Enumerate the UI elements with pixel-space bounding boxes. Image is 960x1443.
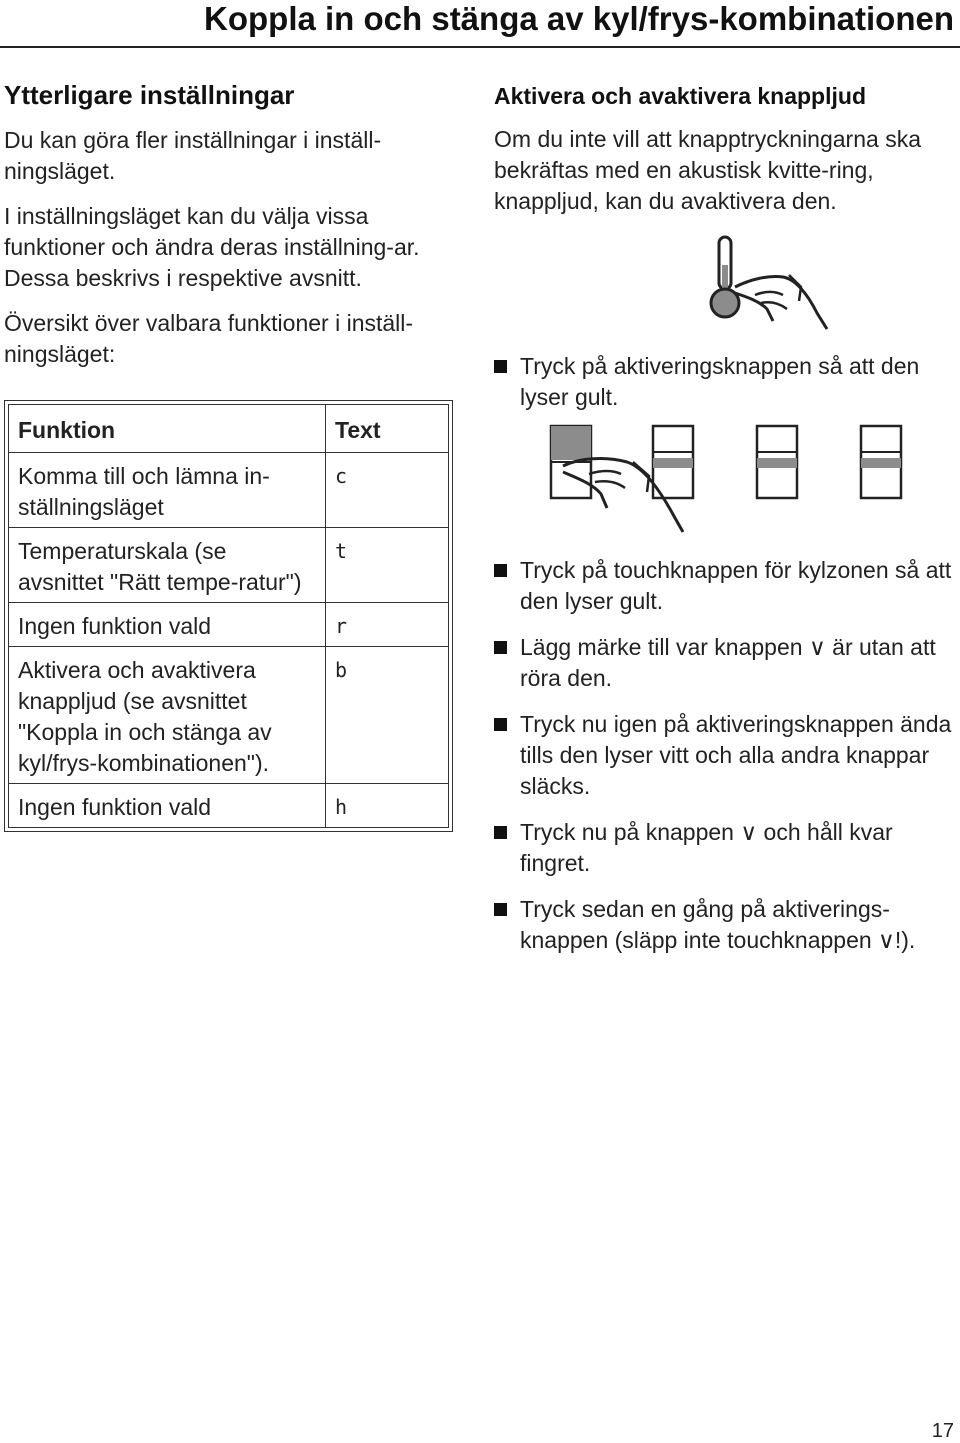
touch-display-finger-icon — [549, 422, 949, 537]
step-text: Tryck på aktiveringsknappen så att den lyser gult. — [520, 353, 920, 410]
header-divider — [0, 46, 960, 48]
table-row — [9, 603, 449, 647]
step-text: Tryck nu igen på aktiveringsknappen ända tills den lyser vitt och alla andra knappar släcks. — [520, 711, 952, 799]
display-code-cell: t — [326, 528, 449, 603]
bullet-icon — [494, 718, 507, 731]
function-cell: Ingen funktion vald — [9, 603, 326, 647]
table-row — [9, 784, 449, 828]
paragraph-2: I inställningsläget kan du välja vissa funktioner och ändra deras inställning-ar. Dessa beskrivs i respektive avsnitt. — [4, 203, 420, 291]
bullet-icon — [494, 564, 507, 577]
section-heading-key-sound: Aktivera och avaktivera knappljud — [494, 83, 866, 109]
function-cell: Temperaturskala (se avsnittet "Rätt tempe-ratur") — [9, 528, 326, 603]
function-cell: Komma till och lämna in-ställningsläget — [9, 453, 326, 528]
right-column — [494, 80, 960, 971]
bullet-icon — [494, 826, 507, 839]
page-title: Koppla in och stänga av kyl/frys-kombinationen — [204, 0, 954, 37]
list-item — [494, 351, 960, 413]
display-code-cell: r — [326, 603, 449, 647]
function-cell: Aktivera och avaktivera knappljud (se avsnittet "Koppla in och stänga av kyl/frys-kombinationen"). — [9, 647, 326, 784]
list-item — [494, 555, 960, 617]
step-text: Tryck nu på knappen ∨ och håll kvar fingret. — [520, 819, 893, 876]
table-row — [9, 647, 449, 784]
list-item — [494, 709, 960, 802]
display-code-cell: b — [326, 647, 449, 784]
table-header-row — [9, 405, 449, 453]
table-row — [9, 528, 449, 603]
list-item — [494, 817, 960, 879]
column-header-text: Text — [326, 405, 449, 453]
step-text: Tryck sedan en gång på aktiverings-knappen (släpp inte touchknappen ∨!). — [520, 896, 916, 953]
page-number: 17 — [931, 1420, 954, 1442]
display-code-cell: h — [326, 784, 449, 828]
bullet-icon — [494, 641, 507, 654]
step-text: Lägg märke till var knappen ∨ är utan att röra den. — [520, 634, 936, 691]
column-header-function: Funktion — [9, 405, 326, 453]
list-item — [494, 894, 960, 956]
list-item — [494, 632, 960, 694]
function-cell: Ingen funktion vald — [9, 784, 326, 828]
bullet-icon — [494, 360, 507, 373]
display-code-cell: c — [326, 453, 449, 528]
paragraph-1: Du kan göra fler inställningar i inställ-ningsläget. — [4, 127, 382, 184]
functions-table — [4, 400, 453, 832]
thermometer-finger-icon — [699, 231, 960, 341]
step-text: Tryck på touchknappen för kylzonen så att den lyser gult. — [520, 557, 952, 614]
section-heading-settings: Ytterligare inställningar — [4, 80, 295, 110]
left-column — [4, 80, 460, 832]
bullet-icon — [494, 903, 507, 916]
intro-paragraph: Om du inte vill att knapptryckningarna ska bekräftas med en akustisk kvitte-ring, knappljud, kan du avaktivera den. — [494, 126, 921, 214]
paragraph-3: Översikt över valbara funktioner i inställ-ningsläget: — [4, 310, 414, 367]
table-row — [9, 453, 449, 528]
